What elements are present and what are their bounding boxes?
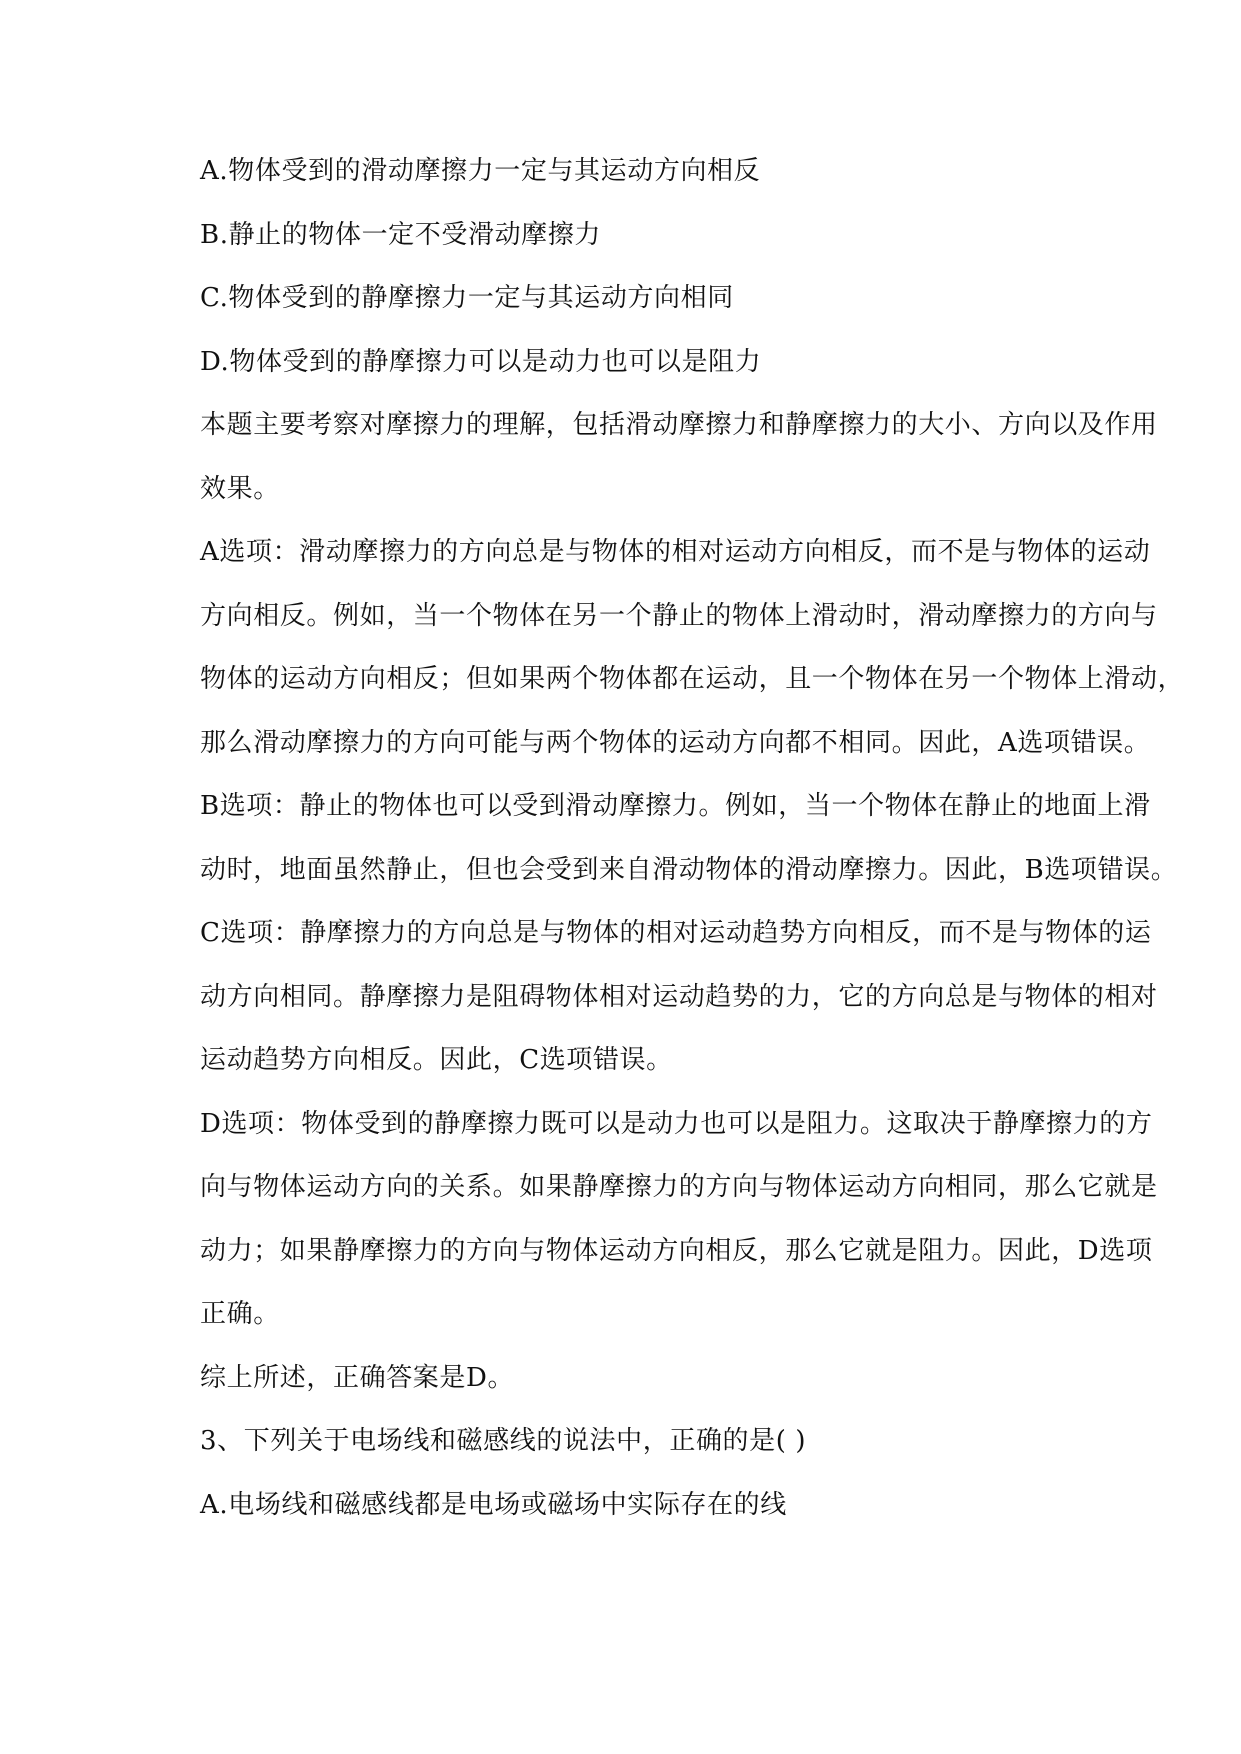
option-a-analysis-line-2: 方向相反。例如，当一个物体在另一个静止的物体上滑动时，滑动摩擦力的方向与 (200, 600, 1158, 631)
option-c-analysis-line-3: 运动趋势方向相反。因此，C选项错误。 (200, 1045, 673, 1075)
option-d-analysis-line-1: D选项：物体受到的静摩擦力既可以是动力也可以是阻力。这取决于静摩擦力的方 (200, 1108, 1153, 1139)
option-c-analysis-line-2: 动方向相同。静摩擦力是阻碍物体相对运动趋势的力，它的方向总是与物体的相对 (200, 981, 1158, 1012)
option-d-analysis-line-3: 动力；如果静摩擦力的方向与物体运动方向相反，那么它就是阻力。因此，D选项 (200, 1235, 1153, 1266)
option-d-analysis-line-2: 向与物体运动方向的关系。如果静摩擦力的方向与物体运动方向相同，那么它就是 (200, 1172, 1158, 1202)
analysis-intro-line-2: 效果。 (200, 473, 280, 504)
option-b-analysis-line-2: 动时，地面虽然静止，但也会受到来自滑动物体的滑动摩擦力。因此，B选项错误。 (200, 854, 1178, 885)
question-3-option-a: A.电场线和磁感线都是电场或磁场中实际存在的线 (200, 1489, 787, 1520)
option-a-analysis-line-4: 那么滑动摩擦力的方向可能与两个物体的运动方向都不相同。因此，A选项错误。 (200, 727, 1151, 758)
option-c-text: C.物体受到的静摩擦力一定与其运动方向相同 (200, 283, 734, 313)
analysis-intro-line-1: 本题主要考察对摩擦力的理解，包括滑动摩擦力和静摩擦力的大小、方向以及作用 (200, 410, 1158, 440)
conclusion-text: 综上所述，正确答案是D。 (200, 1362, 515, 1393)
option-d-analysis-line-4: 正确。 (200, 1299, 280, 1329)
option-a-analysis-line-3: 物体的运动方向相反；但如果两个物体都在运动，且一个物体在另一个物体上滑动， (200, 664, 1185, 694)
question-3-stem: 3、下列关于电场线和磁感线的说法中，正确的是( ) (200, 1426, 807, 1456)
document-body (200, 140, 1185, 1537)
option-b-text: B.静止的物体一定不受滑动摩擦力 (200, 219, 601, 250)
option-c-analysis-line-1: C选项：静摩擦力的方向总是与物体的相对运动趋势方向相反，而不是与物体的运 (200, 918, 1152, 948)
option-a-analysis-line-1: A选项：滑动摩擦力的方向总是与物体的相对运动方向相反，而不是与物体的运动 (200, 537, 1151, 567)
option-b-analysis-line-1: B选项：静止的物体也可以受到滑动摩擦力。例如，当一个物体在静止的地面上滑 (200, 791, 1151, 821)
option-a-text: A.物体受到的滑动摩擦力一定与其运动方向相反 (200, 156, 761, 186)
option-d-text: D.物体受到的静摩擦力可以是动力也可以是阻力 (200, 346, 762, 377)
